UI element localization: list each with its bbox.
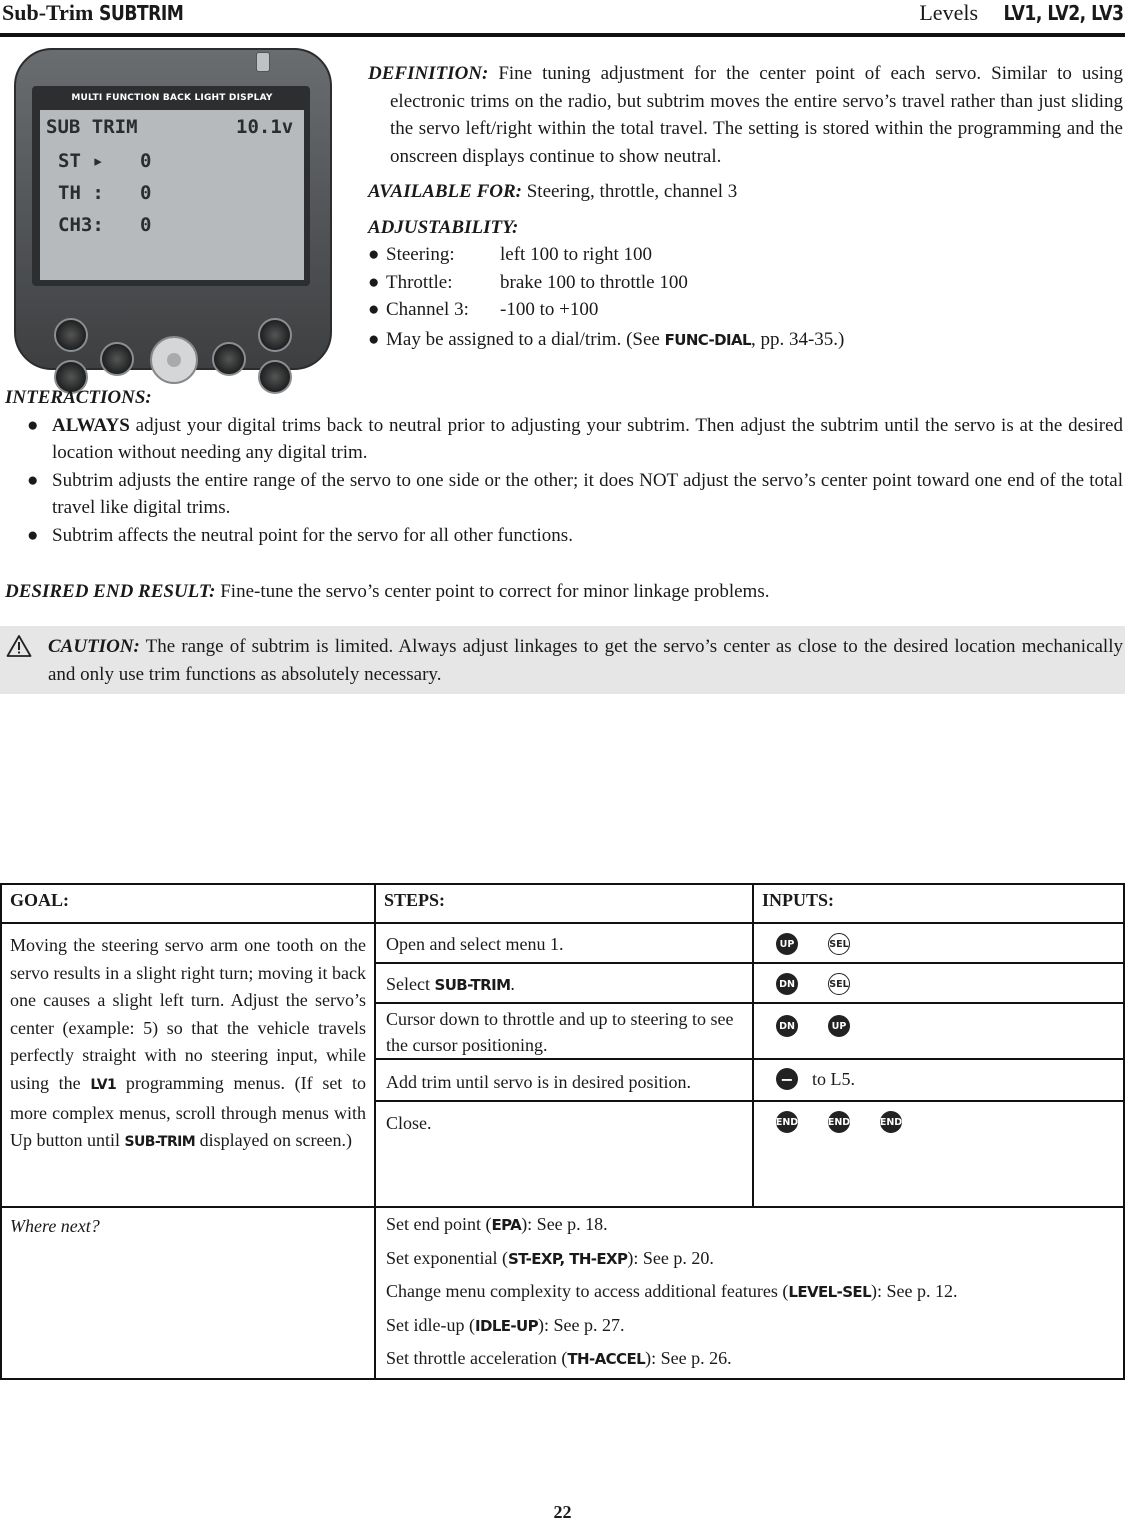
- adjustability-label-text: ADJUSTABILITY:: [368, 216, 519, 238]
- lcd-row-label: TH :: [58, 182, 104, 204]
- where-next-text: ): See p. 20.: [627, 1247, 714, 1268]
- key-row: [776, 1108, 1123, 1136]
- step-cell: Open and select menu 1.: [375, 923, 753, 963]
- bullet: ●: [368, 299, 380, 320]
- knob-button: [212, 342, 246, 376]
- lcd-row-label: CH3:: [58, 214, 104, 236]
- where-next-text: ): See p. 26.: [645, 1348, 732, 1368]
- dpad-center: [167, 353, 181, 367]
- interactions-label: INTERACTIONS:: [5, 387, 152, 408]
- header-rule: [0, 33, 1125, 37]
- step-code: SUB-TRIM: [434, 976, 511, 994]
- available-label: AVAILABLE FOR:: [368, 181, 522, 202]
- where-next-list: [375, 1207, 1124, 1379]
- lcd-menu-strip: MULTI FUNCTION BACK LIGHT DISPLAY: [71, 93, 273, 103]
- caution-box: [0, 626, 1125, 694]
- assign-text: [386, 326, 844, 355]
- adjustability-value: left 100 to right 100: [500, 244, 652, 265]
- input-cell: [753, 963, 1124, 1003]
- step-cell: [375, 963, 753, 1003]
- step-cell: Cursor down to throttle and up to steering to see the cursor positioning.: [375, 1003, 753, 1059]
- where-next-item: [386, 1344, 1115, 1378]
- adjustability-row: [368, 269, 1123, 297]
- desired-result: [5, 578, 1123, 606]
- available-text: Steering, throttle, channel 3: [521, 181, 738, 202]
- lcd-row-value: 0: [140, 214, 152, 236]
- adjustability-row: [368, 241, 1123, 269]
- transmitter-buttons: [14, 298, 328, 366]
- goal-text: programming menus. (If set to more complex menus, scroll through menus with Up button until: [10, 1072, 366, 1151]
- interaction-item: [5, 467, 1123, 522]
- definition-text: Fine tuning adjustment for the center point of each servo. Similar to using electronic trims on the radio, but subtrim moves the entire servo’s travel rather than just sliding the servo left/right within the total travel. The setting is stored within the programming and the onscreen displays continue to show neutral.: [390, 63, 1123, 167]
- where-next-row: [1, 1207, 1124, 1379]
- minus-key-icon: −: [776, 1068, 798, 1090]
- where-next-code: LEVEL-SEL: [788, 1283, 872, 1301]
- section-title-code: SUBTRIM: [98, 1, 184, 25]
- table-header-row: [1, 884, 1124, 923]
- adjustability-value: brake 100 to throttle 100: [500, 271, 688, 293]
- lcd-row-value: 0: [140, 182, 152, 204]
- bullet: ●: [368, 244, 380, 265]
- where-next-text: ): See p. 27.: [538, 1314, 625, 1335]
- warning-icon: [6, 634, 32, 658]
- input-cell: [753, 1101, 1124, 1207]
- step-cell: Add trim until servo is in desired position.: [375, 1059, 753, 1101]
- where-next-text: Change menu complexity to access additional features (: [386, 1281, 789, 1301]
- levels-indicator: [919, 0, 1123, 26]
- knob-button: [54, 318, 88, 352]
- where-next-item: [386, 1311, 1115, 1345]
- lcd-row-label: ST ▸: [58, 150, 104, 172]
- lcd-title: SUB TRIM: [46, 116, 138, 138]
- where-next-text: ): See p. 12.: [871, 1281, 958, 1301]
- dn-key-icon: DN: [776, 973, 798, 995]
- up-key-icon: UP: [776, 933, 798, 955]
- input-note: to L5.: [812, 1068, 855, 1089]
- where-next-text: ): See p. 18.: [521, 1214, 608, 1234]
- bullet: ●: [368, 328, 380, 350]
- knob-button: [258, 318, 292, 352]
- interaction-emphasis: ALWAYS: [52, 414, 130, 436]
- where-next-item: [386, 1244, 1115, 1278]
- end-key-icon: END: [880, 1111, 902, 1133]
- assign-row: [368, 326, 1123, 354]
- adjustability-key: Channel 3:: [386, 299, 469, 320]
- bullet: ●: [27, 414, 39, 436]
- levels-text: Levels: [919, 0, 984, 25]
- where-next-code: TH-ACCEL: [567, 1350, 646, 1368]
- definition-label: DEFINITION:: [368, 63, 489, 84]
- goal-code: LV1: [90, 1076, 117, 1093]
- page-number: 22: [553, 1502, 572, 1522]
- where-next-text: Set throttle acceleration (: [386, 1348, 568, 1368]
- key-row: [776, 1012, 1123, 1040]
- assign-code: FUNC-DIAL: [664, 330, 751, 349]
- goal-cell: [1, 923, 375, 1207]
- where-next-code: ST-EXP, TH-EXP: [507, 1249, 628, 1268]
- key-row: [776, 930, 1123, 958]
- lcd-row-value: 0: [140, 150, 152, 172]
- knob-button: [100, 342, 134, 376]
- where-next-code: IDLE-UP: [474, 1316, 539, 1335]
- bullet: ●: [27, 469, 39, 491]
- interaction-item: [5, 522, 1123, 550]
- end-key-icon: END: [828, 1111, 850, 1133]
- goal-text: displayed on screen.): [195, 1130, 353, 1151]
- definition-paragraph: [368, 60, 1123, 170]
- transmitter-tab: [256, 52, 270, 72]
- where-next-item: [386, 1277, 1115, 1311]
- dn-key-icon: DN: [776, 1015, 798, 1037]
- adjustability-row: [368, 296, 1123, 324]
- desired-label: DESIRED END RESULT:: [5, 581, 216, 602]
- sel-key-icon: SEL: [828, 933, 850, 955]
- steps-header: STEPS:: [375, 884, 753, 923]
- desired-text: Fine-tune the servo’s center point to correct for minor linkage problems.: [215, 581, 770, 602]
- levels-code: LV1, LV2, LV3: [1003, 1, 1123, 25]
- assign-pre: May be assigned to a dial/trim. (See: [386, 328, 665, 350]
- goal-header: GOAL:: [1, 884, 375, 923]
- interaction-text: adjust your digital trims back to neutral prior to adjusting your subtrim. Then adjust the subtrim until the servo is at the desired location without needing any digital trim.: [52, 414, 1123, 463]
- adjustability-key: Steering:: [386, 244, 455, 265]
- bullet: ●: [368, 271, 380, 293]
- dpad-control: [150, 336, 198, 384]
- caution-body: The range of subtrim is limited. Always adjust linkages to get the servo’s center as close to the desired location mechanically and only use trim functions as absolutely necessary.: [48, 636, 1123, 685]
- interaction-item: [5, 412, 1123, 467]
- key-row: [776, 970, 1123, 998]
- available-paragraph: [368, 178, 1123, 206]
- goal-code: SUB-TRIM: [124, 1134, 196, 1151]
- adjustability-value: -100 to +100: [500, 299, 599, 320]
- where-next-text: Set exponential (: [386, 1247, 508, 1268]
- step-cell: Close.: [375, 1101, 753, 1207]
- transmitter-display-illustration: [14, 48, 330, 368]
- steps-table: [0, 883, 1125, 1380]
- where-next-code: EPA: [491, 1216, 522, 1234]
- interaction-text: Subtrim adjusts the entire range of the servo to one side or the other; it does NOT adjust the servo’s center point toward one end of the total travel like digital trims.: [52, 469, 1123, 518]
- input-cell: [753, 1059, 1124, 1101]
- where-next-item: [386, 1210, 1115, 1244]
- where-next-label: Where next?: [1, 1207, 375, 1379]
- table-row: [1, 923, 1124, 963]
- bullet: ●: [27, 524, 39, 546]
- page-header: [0, 0, 1125, 28]
- adjustability-key: Throttle:: [386, 271, 453, 293]
- input-cell: [753, 1003, 1124, 1059]
- key-row: [776, 1065, 1123, 1093]
- where-next-text: Set end point (: [386, 1214, 492, 1234]
- interactions-section: [5, 384, 1123, 549]
- caution-text: [48, 633, 1123, 688]
- input-cell: [753, 923, 1124, 963]
- section-title: [2, 0, 197, 26]
- inputs-header: INPUTS:: [753, 884, 1124, 923]
- lcd-voltage: 10.1v: [236, 116, 294, 138]
- step-text: .: [510, 974, 515, 994]
- section-title-text: Sub-Trim: [2, 0, 99, 25]
- up-key-icon: UP: [828, 1015, 850, 1037]
- sel-key-icon: SEL: [828, 973, 850, 995]
- goal-text: Moving the steering servo arm one tooth on the servo results in a slight right turn; moving it back one causes a slight left turn. Adjust the servo’s center (example: 5) so that the vehicle travels perfectly straight with no steering input, while using the: [10, 935, 366, 1093]
- end-key-icon: END: [776, 1111, 798, 1133]
- definition-block: [368, 60, 1123, 353]
- where-next-text: Set idle-up (: [386, 1314, 475, 1335]
- lcd-screen: [40, 110, 304, 280]
- caution-label: CAUTION:: [48, 636, 140, 657]
- interaction-text: Subtrim affects the neutral point for the servo for all other functions.: [52, 524, 573, 546]
- step-text: Select: [386, 974, 435, 994]
- assign-post: , pp. 34-35.): [750, 328, 845, 350]
- adjustability-label: [368, 214, 1123, 242]
